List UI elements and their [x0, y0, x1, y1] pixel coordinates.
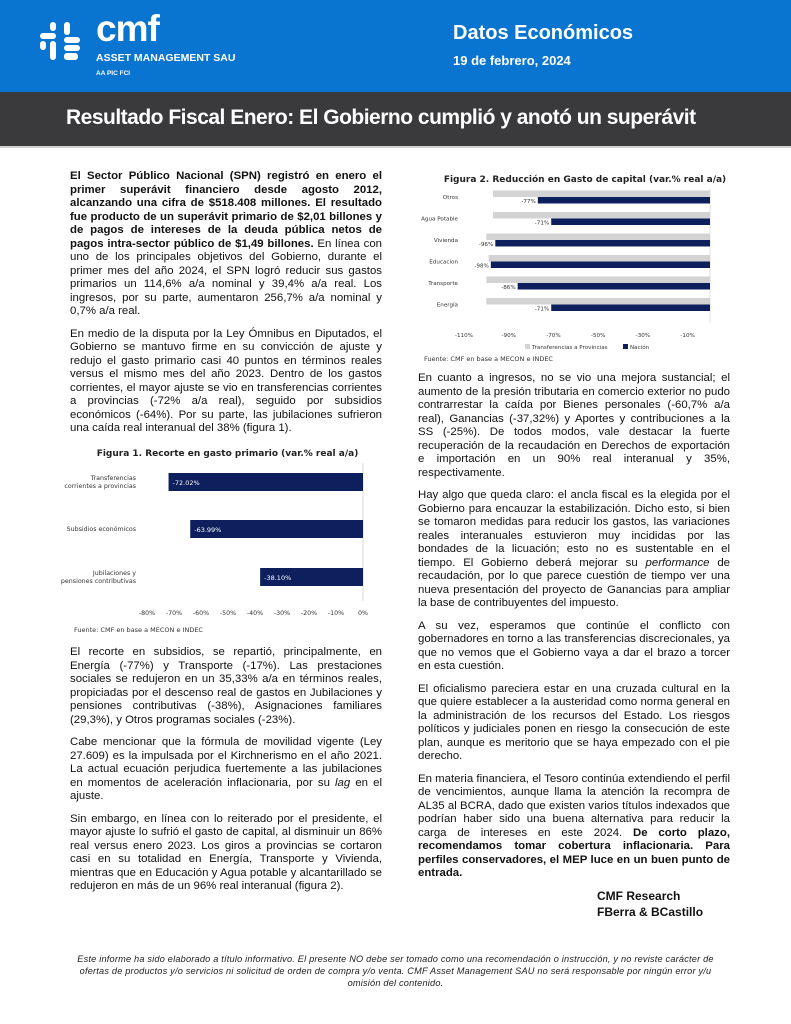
bar-transferencias: [486, 277, 710, 284]
lead-bold: El Sector Público Nacional (SPN) registró en enero el primer superávit financiero desde agosto 2012, alcanzando una cifra de $518.408 millones. El resultado fue producto de un superávit primario de $2,01 billones y de pagos de intereses de la deuda pública netos de pagos intra-sector público de $1,49 billones.: [70, 170, 382, 250]
x-tick-label: -50%: [219, 610, 237, 617]
text-span: Hay algo que queda claro: el ancla fiscal es la elegida por el Gobierno para encauzar la estabilización. Dicho esto, si bien se tomaron medidas para reducir los gastos, las variaciones reales interanuales estuvieron muy incididas por las bondades de la licuación; esto no es sustentable en el tiempo. El Gobierno deberá mejorar su: [418, 489, 730, 569]
category-label: pensiones contributivas: [60, 578, 136, 585]
x-tick-label: -110%: [454, 333, 474, 339]
bar-nacion: [551, 305, 710, 312]
legend-swatch: [623, 344, 628, 349]
brand-subtitle: ASSET MANAGEMENT SAU: [96, 52, 236, 64]
data-label: -71%: [534, 306, 550, 313]
data-label: -71%: [534, 220, 550, 227]
title-band: [0, 92, 791, 148]
paragraph: Sin embargo, en línea con lo reiterado por el presidente, el mayor ajuste lo sufrió el gasto de capital, al disminuir un 86% real versus enero 2023. Los giros a provincias se cortaron casi en su totalidad en Energía, Transporte y Vivienda, mientras que en Educación y Agua potable y alcantarillado se redujeron en más de un 96% real interanual (figura 2).: [70, 812, 382, 892]
category-label: Educacion: [429, 259, 458, 266]
paragraph: [70, 736, 382, 804]
figure-1-title: Figura 1. Recorte en gasto primario (var.% real a/a): [96, 449, 359, 459]
category-label: Jubilaciones y: [92, 570, 136, 577]
bar-nacion: [551, 219, 710, 226]
text-span: En materia financiera, el Tesoro continúa extendiendo el perfil de vencimientos, aunque llama la atención la recompra de AL35 al BCRA, dado que existen varios títulos indexados que podrían haber sido una buena alternativa para reducir la carga de intereses en este 2024.: [418, 772, 730, 839]
bar-transferencias: [486, 234, 710, 241]
category-label: corrientes a provincias: [64, 483, 136, 490]
disclaimer: Este informe ha sido elaborado a título informativo. El presente NO debe ser tomado como una recomendación o instrucción, y no reviste carácter de ofertas de productos y/o servicios ni solicitud de orden de compra y/o venta. CMF Asset Management SAU no será responsable por ningún error y/u omisión del contenido.: [77, 954, 714, 988]
recommendation-bold: De corto plazo, recomendamos tomar cobertura inflacionaria. Para perfiles conservadores, el MEP luce en un buen punto de entrada.: [418, 826, 730, 879]
data-label: -38.10%: [264, 574, 292, 582]
x-tick-label: -60%: [192, 610, 210, 617]
x-tick-label: -80%: [138, 610, 156, 617]
figure-1: [60, 449, 385, 639]
italic-term: lag: [335, 776, 351, 789]
category-label: Vivienda: [433, 238, 458, 244]
data-label: -96%: [478, 242, 494, 248]
x-tick-label: 0%: [358, 610, 368, 617]
brand-name: cmf: [96, 8, 159, 49]
report-title: Resultado Fiscal Enero: El Gobierno cumplió y anotó un superávit: [66, 106, 696, 129]
data-label: -98%: [474, 263, 489, 270]
figure-2-source: Fuente: CMF en base a MECON e INDEC: [424, 355, 553, 363]
text-span: de recaudación, por lo que parece cuestión de tiempo ver una nueva presentación del proyecto de Ganancias para ampliar la base de contribuyentes del impuesto.: [418, 556, 730, 609]
bar-transferencias: [486, 298, 710, 305]
figure-2: [410, 175, 740, 370]
text-span: en el ajuste.: [70, 776, 382, 802]
x-tick-label: -90%: [501, 333, 516, 339]
paragraph: El recorte en subsidios, se repartió, principalmente, en Energía (-77%) y Transporte (-17%). Las prestaciones sociales se redujeron en un 35,33% a/a en términos reales, propiciadas por el descenso real de gastos en Jubilaciones y pensiones contributivas (-38%), Asignaciones familiares (29,3%), y Otros programas sociales (-23%).: [70, 646, 382, 726]
signature-authors: FBerra & BCastillo: [597, 905, 704, 919]
left-column-lower: [70, 646, 382, 903]
x-tick-label: -20%: [300, 610, 318, 617]
category-label: Transporte: [428, 281, 458, 287]
figure-1-source: Fuente: CMF en base a MECON e INDEC: [74, 626, 203, 634]
bar-nacion: [538, 197, 710, 204]
x-tick-label: -10%: [327, 610, 345, 617]
figure-2-chart: [410, 187, 740, 357]
legend-label: Transferencias a Provincias: [532, 345, 608, 351]
paragraph: [418, 773, 730, 881]
signature: [597, 888, 703, 920]
header-banner: [0, 0, 791, 92]
data-label: -86%: [501, 285, 516, 291]
x-tick-label: -40%: [246, 610, 264, 617]
category-label: Subsidios económicos: [66, 526, 136, 533]
paragraph: El oficialismo pareciera estar en una cruzada cultural en la que quiere establecer a la austeridad como norma general en la administración de los recursos del Estado. Los riesgos políticos y judiciales ponen en riesgo la consecución de este plan, aunque es meritorio que se haya empezado con el pie derecho.: [418, 682, 730, 762]
x-tick-label: -50%: [590, 333, 606, 339]
bar-transferencias: [493, 191, 710, 198]
category-label: Energía: [436, 302, 458, 309]
x-tick-label: -70%: [546, 333, 561, 339]
paragraph: En medio de la disputa por la Ley Ómnibus en Diputados, el Gobierno se mantuvo firme en su convicción de ajuste y redujo el gasto primario casi 40 puntos en términos reales versus el mismo mes del año 2023. Dentro de los gastos corrientes, el mayor ajuste se vio en transferencias corrientes a provincias (-72% a/a real), seguido por subsidios económicos (-64%). Por su parte, las jubilaciones sufrieron una caída real interanual del 38% (figura 1).: [70, 327, 382, 434]
figure-1-chart: [60, 463, 385, 623]
category-label: Otros: [442, 195, 458, 201]
right-column: [418, 372, 730, 890]
paragraph: En cuanto a ingresos, no se vio una mejora sustancial; el aumento de la presión tributaria en comercio exterior no pudo contrarrestar la caída por Bienes personales (-60,7% a/a real), Ganancias (-37,32%) y Aportes y contribuciones a la SS (-25%). De todos modos, vale destacar la fuerte recuperación de la recaudación en Derechos de exportación e importación en un 90% real interanual y 35%, respectivamente.: [418, 372, 730, 479]
bar-transferencias: [489, 255, 710, 262]
bar-nacion: [491, 262, 710, 269]
legend-label: Nación: [630, 345, 650, 351]
paragraph: A su vez, esperamos que continúe el conflicto con gobernadores en torno a las transferencias discrecionales, ya que no vemos que el Gobierno vaya a dar el brazo a torcer en esta cuestión.: [418, 619, 730, 672]
bar-transferencias: [493, 212, 710, 219]
lead-rest: En línea con uno de los principales objetivos del Gobierno, durante el primer mes del año 2024, el SPN logró reducir sus gastos primarios un 114,6% a/a nominal y 39,4% a/a real. Los ingresos, por su parte, aumentaron 256,7% a/a nominal y 0,7% a/a real.: [70, 237, 382, 317]
text-span: Cabe mencionar que la fórmula de movilidad vigente (Ley 27.609) es la impulsada por el Kirchnerismo en el año 2021. La actual ecuación perjudica fuertemente a las jubilaciones en momentos de aceleración inflacionaria, por su: [70, 736, 382, 789]
paragraph: [70, 170, 382, 319]
data-label: -72.02%: [172, 479, 200, 487]
data-label: -77%: [521, 199, 536, 205]
category-label: Agua Potable: [421, 216, 458, 223]
category-label: Transferencias: [90, 475, 136, 482]
x-tick-label: -30%: [635, 333, 651, 339]
brand-registration: AA PIC FCI: [96, 70, 131, 77]
cmf-logo-icon: [40, 22, 80, 60]
left-column: [70, 170, 382, 445]
x-tick-label: -10%: [680, 333, 695, 339]
figure-2-title: Figura 2. Reducción en Gasto de capital (var.% real a/a): [443, 175, 727, 185]
x-tick-label: -30%: [273, 610, 291, 617]
paragraph: [418, 489, 730, 611]
section-title: Datos Económicos: [453, 22, 634, 44]
italic-term: performance: [645, 556, 710, 569]
report-date: 19 de febrero, 2024: [453, 53, 571, 68]
legend-swatch: [525, 344, 530, 349]
bar-nacion: [495, 240, 710, 247]
x-tick-label: -70%: [165, 610, 183, 617]
bar-nacion: [518, 283, 710, 290]
data-label: -63.99%: [194, 526, 222, 534]
signature-team: CMF Research: [597, 889, 681, 903]
